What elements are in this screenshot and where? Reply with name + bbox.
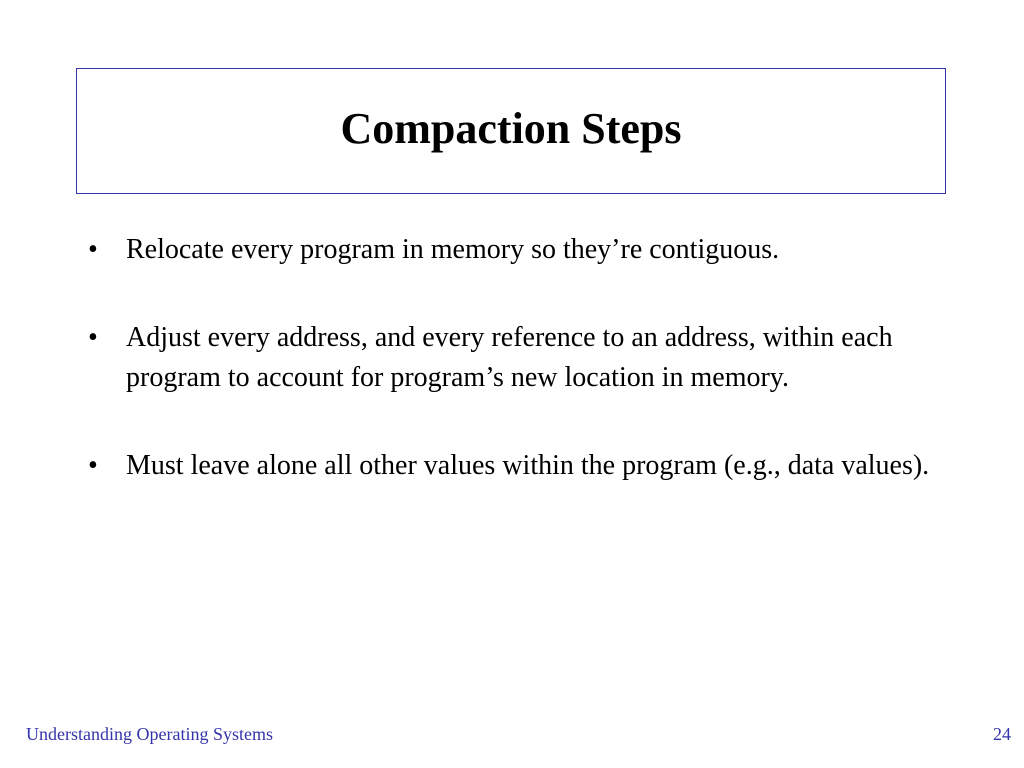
bullet-marker: • [88, 234, 98, 265]
slide-title: Compaction Steps [340, 104, 682, 153]
footer-course-title: Understanding Operating Systems [26, 724, 273, 744]
bullet-item [88, 318, 968, 398]
bullet-text: Must leave alone all other values within the program (e.g., data values). [126, 450, 930, 481]
title-box [76, 68, 946, 194]
bullet-text: Relocate every program in memory so they’re contiguous. [126, 234, 780, 265]
bullet-text: Adjust every address, and every reference to an address, within each program to account for program’s new location in memory. [126, 322, 893, 393]
bullet-marker: • [88, 322, 98, 353]
page-number: 24 [993, 724, 1011, 744]
bullet-marker: • [88, 450, 98, 481]
bullet-item [88, 230, 968, 270]
bullet-item [88, 446, 968, 486]
bullet-list [88, 230, 968, 534]
